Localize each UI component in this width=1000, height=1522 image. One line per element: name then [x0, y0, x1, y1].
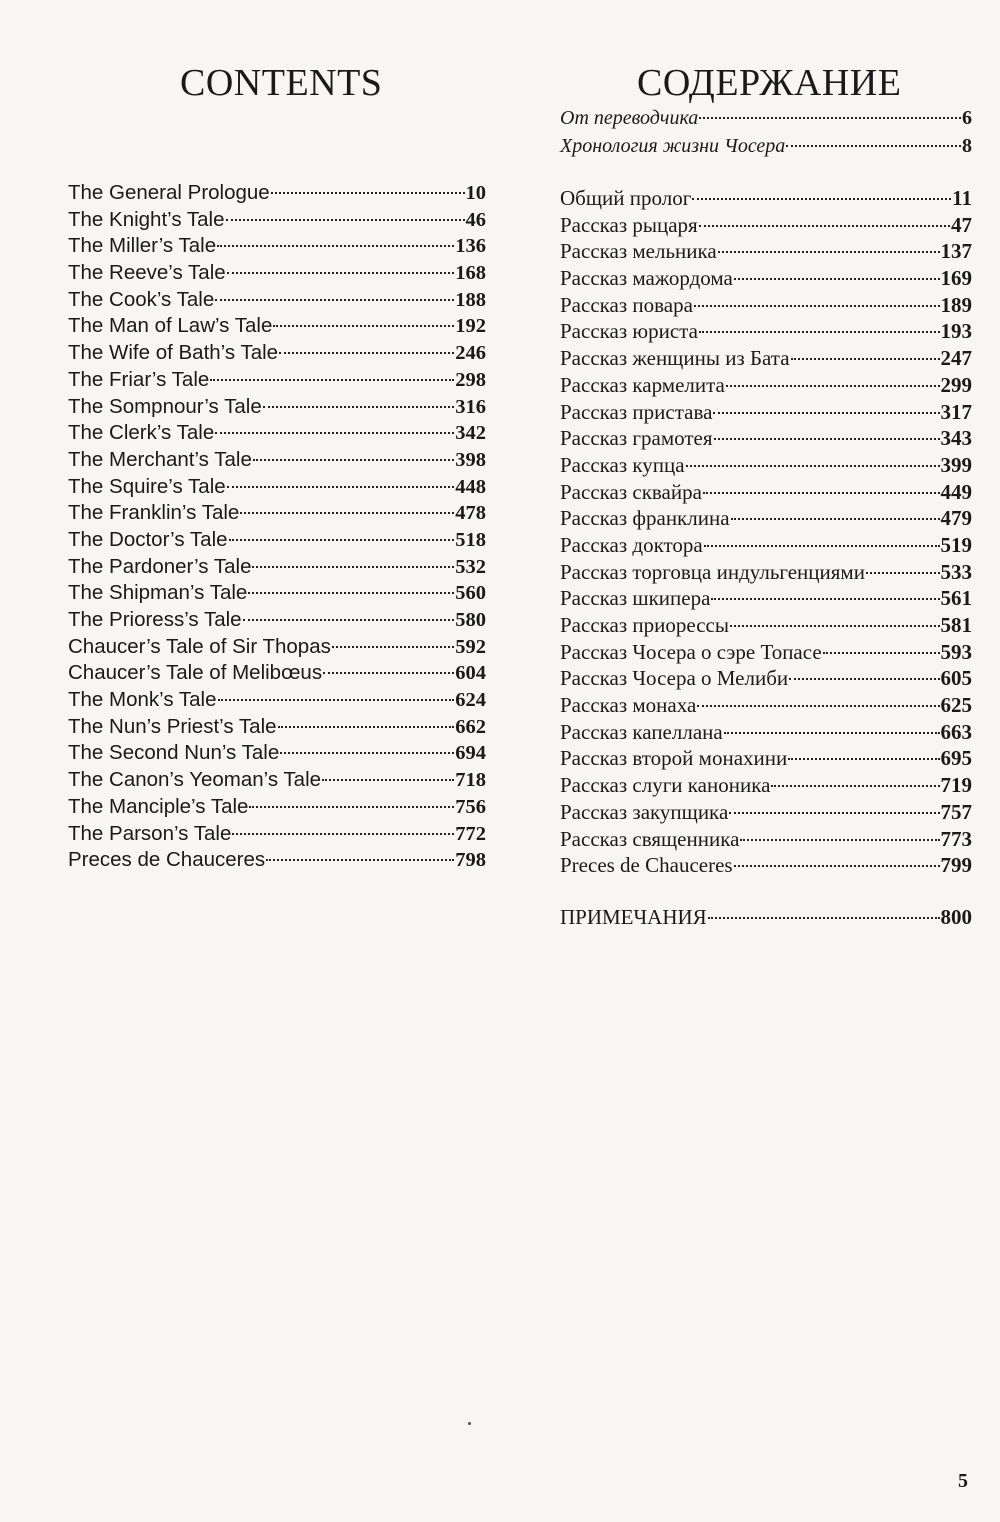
toc-entry-title: Рассказ второй монахини — [560, 746, 788, 771]
english-toc-list — [68, 180, 486, 874]
toc-entry-title: The Second Nun’s Tale — [68, 741, 280, 765]
toc-entry-page: 772 — [455, 822, 486, 845]
dot-leader — [740, 839, 939, 841]
toc-entry-page: 193 — [940, 319, 972, 344]
toc-entry[interactable] — [560, 318, 972, 345]
toc-entry-title: Рассказ доктора — [560, 532, 703, 557]
toc-entry-title: Рассказ Чосера о Мелиби — [560, 666, 789, 691]
toc-entry[interactable] — [560, 772, 972, 799]
toc-entry[interactable] — [560, 612, 972, 639]
dot-leader — [218, 699, 455, 701]
toc-entry-page: 317 — [940, 399, 972, 424]
toc-entry[interactable] — [560, 292, 972, 319]
toc-entry[interactable] — [68, 367, 486, 394]
dot-leader — [279, 352, 454, 354]
toc-entry[interactable] — [68, 767, 486, 794]
toc-entry[interactable] — [68, 447, 486, 474]
dot-leader — [730, 625, 940, 627]
dot-leader — [697, 705, 939, 707]
toc-entry-page: 246 — [455, 342, 486, 365]
toc-entry[interactable] — [68, 420, 486, 447]
toc-entry-title: The Prioress’s Tale — [68, 608, 242, 631]
toc-entry-title: The Monk’s Tale — [68, 688, 217, 712]
dot-leader — [226, 219, 465, 221]
dot-leader — [789, 678, 939, 680]
toc-entry[interactable] — [68, 500, 486, 527]
toc-entry-title: The Cook’s Tale — [68, 287, 215, 311]
dot-leader — [734, 865, 940, 867]
toc-entry-title: От переводчика — [560, 107, 699, 129]
toc-entry-title: The Squire’s Tale — [68, 474, 226, 498]
toc-entry-title: Рассказ повара — [560, 292, 693, 317]
toc-entry-title: The Manciple’s Tale — [68, 794, 249, 818]
toc-entry[interactable] — [560, 585, 972, 612]
toc-entry-page: 298 — [455, 368, 486, 391]
toc-entry-page: 605 — [940, 666, 972, 691]
toc-entry-title: The Nun’s Priest’s Tale — [68, 714, 277, 738]
toc-entry-title: Хронология жизни Чосера — [560, 135, 786, 157]
toc-entry-title: Рассказ приорессы — [560, 613, 729, 637]
dot-leader — [708, 917, 940, 919]
russian-notes-entry — [560, 904, 972, 931]
toc-entry-page: 316 — [455, 395, 486, 418]
toc-entry-page: 8 — [962, 135, 972, 157]
toc-entry[interactable] — [560, 132, 972, 160]
toc-entry-page: 189 — [940, 292, 972, 317]
dot-leader — [332, 646, 454, 648]
russian-front-matter-list — [560, 104, 972, 160]
toc-entry-page: 399 — [940, 452, 972, 477]
toc-entry-title: Рассказ закупщика — [560, 799, 729, 824]
toc-entry-title: The Knight’s Tale — [68, 207, 225, 231]
dot-leader — [227, 486, 455, 488]
toc-entry-page: 581 — [940, 613, 972, 637]
dot-leader — [322, 779, 454, 781]
toc-entry-title: Рассказ священника — [560, 826, 740, 851]
toc-entry-title: The Merchant’s Tale — [68, 447, 252, 471]
toc-entry[interactable] — [560, 559, 972, 586]
toc-entry-title: The Parson’s Tale — [68, 821, 232, 845]
dot-leader — [729, 812, 939, 814]
toc-entry-title: The Canon’s Yeoman’s Tale — [68, 768, 322, 792]
dot-leader — [278, 726, 455, 728]
dot-leader — [215, 432, 454, 434]
toc-entry[interactable] — [68, 607, 486, 634]
toc-entry[interactable] — [560, 904, 972, 931]
contents-heading-russian: СОДЕРЖАНИЕ — [637, 62, 902, 105]
toc-entry-page: 11 — [952, 186, 972, 210]
toc-entry[interactable] — [68, 207, 486, 234]
dot-leader — [253, 459, 454, 461]
toc-entry-page: 625 — [940, 693, 972, 718]
dot-leader — [263, 406, 455, 408]
toc-entry-title: Preces de Chauceres — [68, 848, 266, 872]
toc-entry-page: 188 — [455, 288, 486, 311]
dot-leader — [791, 358, 940, 360]
toc-entry-title: Рассказ слуги каноника — [560, 773, 771, 798]
toc-entry-title: Рассказ торговца индульгенциями — [560, 559, 865, 584]
toc-entry-page: 757 — [940, 799, 972, 824]
toc-entry-page: 47 — [951, 212, 972, 237]
toc-entry[interactable] — [68, 847, 486, 874]
dot-leader — [788, 758, 939, 760]
dot-leader — [726, 385, 940, 387]
toc-entry[interactable] — [68, 580, 486, 607]
toc-entry-page: 398 — [455, 448, 486, 471]
toc-entry-title: Preces de Chauceres — [560, 853, 733, 878]
toc-entry-title: Рассказ капеллана — [560, 719, 723, 744]
toc-entry-title: The Sompnour’s Tale — [68, 394, 262, 418]
toc-entry[interactable] — [68, 474, 486, 501]
toc-entry[interactable] — [560, 665, 972, 692]
toc-entry-page: 169 — [940, 266, 972, 291]
toc-entry[interactable] — [560, 692, 972, 719]
dot-leader — [215, 299, 454, 301]
toc-entry-page: 561 — [940, 586, 972, 611]
toc-entry-title: The Clerk’s Tale — [68, 421, 215, 445]
toc-entry-page: 137 — [940, 239, 972, 264]
dot-leader — [699, 225, 950, 227]
dot-leader — [734, 278, 940, 280]
toc-entry-title: Рассказ юриста — [560, 319, 698, 344]
toc-entry-page: 592 — [455, 635, 486, 658]
toc-entry-page: 593 — [940, 639, 972, 664]
toc-entry-title: Рассказ кармелита — [560, 372, 725, 397]
toc-entry[interactable] — [560, 238, 972, 265]
toc-entry[interactable] — [560, 799, 972, 826]
toc-entry-title: The General Prologue — [68, 181, 270, 204]
toc-entry[interactable] — [560, 399, 972, 426]
toc-entry-page: 718 — [455, 769, 486, 792]
toc-entry-page: 580 — [455, 609, 486, 631]
dot-leader — [240, 512, 454, 514]
toc-entry-page: 694 — [455, 742, 486, 765]
toc-entry-title: Рассказ мельника — [560, 239, 717, 264]
toc-entry[interactable] — [68, 794, 486, 821]
contents-heading: CONTENTS — [180, 62, 383, 105]
toc-entry[interactable] — [560, 372, 972, 399]
dot-leader — [280, 752, 454, 754]
toc-entry-page: 6 — [962, 107, 972, 129]
toc-entry[interactable] — [560, 639, 972, 666]
dot-leader — [243, 619, 455, 621]
dot-leader — [271, 192, 465, 194]
toc-entry[interactable] — [68, 260, 486, 287]
toc-entry[interactable] — [68, 287, 486, 314]
toc-entry[interactable] — [68, 714, 486, 741]
toc-entry[interactable] — [68, 527, 486, 554]
toc-entry-title: Рассказ женщины из Бата — [560, 346, 790, 371]
toc-entry[interactable] — [560, 479, 972, 506]
dot-leader — [686, 465, 940, 467]
toc-entry-title: Рассказ пристава — [560, 399, 713, 424]
dot-leader — [694, 305, 940, 307]
toc-entry-page: 533 — [940, 559, 972, 584]
toc-entry-page: 518 — [455, 528, 486, 551]
toc-entry-page: 532 — [455, 555, 486, 578]
dot-leader — [248, 592, 454, 594]
toc-entry-title: The Reeve’s Tale — [68, 261, 226, 285]
dot-leader — [210, 379, 454, 381]
toc-entry-page: 800 — [940, 905, 972, 929]
toc-entry[interactable] — [560, 826, 972, 853]
toc-entry-title: Рассказ сквайра — [560, 479, 702, 504]
toc-entry[interactable] — [560, 265, 972, 292]
dot-leader — [713, 412, 939, 414]
dot-leader — [699, 331, 940, 333]
toc-entry[interactable] — [560, 532, 972, 559]
toc-entry-page: 479 — [940, 506, 972, 531]
toc-entry-page: 449 — [940, 479, 972, 504]
toc-entry-page: 695 — [940, 746, 972, 771]
toc-entry-title: The Pardoner’s Tale — [68, 554, 252, 578]
toc-entry-title: The Wife of Bath’s Tale — [68, 341, 279, 365]
dot-leader — [266, 859, 454, 861]
toc-entry-page: 168 — [455, 262, 486, 285]
toc-entry[interactable] — [68, 634, 486, 661]
dot-leader — [273, 325, 454, 327]
dot-leader — [823, 652, 940, 654]
toc-entry-title: The Doctor’s Tale — [68, 527, 228, 551]
toc-entry[interactable] — [68, 233, 486, 260]
dot-leader — [323, 672, 454, 674]
russian-toc-list — [560, 185, 972, 879]
toc-entry-title: The Shipman’s Tale — [68, 581, 248, 605]
toc-entry-title: The Miller’s Tale — [68, 234, 217, 258]
toc-entry-page: 756 — [455, 795, 486, 818]
toc-entry-title: ПРИМЕЧАНИЯ — [560, 905, 707, 929]
toc-entry-page: 663 — [940, 719, 972, 744]
toc-entry-page: 247 — [940, 346, 972, 371]
toc-entry[interactable] — [68, 660, 486, 687]
toc-entry-title: Рассказ грамотея — [560, 426, 713, 451]
dot-leader — [703, 492, 940, 494]
dot-leader — [229, 539, 455, 541]
toc-entry-title: The Friar’s Tale — [68, 367, 210, 391]
page-number: 5 — [958, 1470, 968, 1492]
toc-entry-title: Рассказ рыцаря — [560, 212, 698, 237]
toc-entry[interactable] — [68, 740, 486, 767]
dot-leader — [249, 806, 454, 808]
toc-entry-title: Общий пролог — [560, 186, 692, 210]
dot-leader — [704, 545, 940, 547]
toc-entry-page: 719 — [940, 773, 972, 798]
dot-leader — [714, 438, 940, 440]
dot-leader — [227, 272, 455, 274]
dot-leader — [217, 245, 454, 247]
dot-leader — [786, 145, 961, 147]
toc-entry[interactable] — [560, 185, 972, 212]
toc-entry[interactable] — [68, 554, 486, 581]
toc-entry-page: 136 — [455, 235, 486, 258]
toc-entry[interactable] — [560, 104, 972, 132]
toc-entry[interactable] — [560, 425, 972, 452]
dot-leader — [699, 117, 961, 119]
dot-leader — [731, 518, 940, 520]
toc-entry[interactable] — [560, 505, 972, 532]
toc-entry-title: Рассказ мажордома — [560, 266, 733, 291]
toc-entry[interactable] — [68, 180, 486, 207]
toc-entry-title: Рассказ купца — [560, 452, 685, 477]
toc-entry[interactable] — [560, 452, 972, 479]
dot-leader — [771, 785, 939, 787]
toc-entry-title: Рассказ шкипера — [560, 586, 711, 611]
toc-entry-page: 448 — [455, 475, 486, 498]
dot-leader — [692, 198, 951, 200]
toc-entry-title: Chaucer’s Tale of Sir Thopas — [68, 634, 331, 658]
dot-leader — [866, 572, 940, 574]
toc-entry-title: The Franklin’s Tale — [68, 501, 240, 525]
toc-entry[interactable] — [68, 687, 486, 714]
toc-entry-page: 343 — [940, 426, 972, 451]
toc-entry[interactable] — [68, 394, 486, 421]
toc-entry-page: 10 — [465, 182, 486, 204]
toc-entry[interactable] — [560, 852, 972, 879]
toc-entry-title: Рассказ франклина — [560, 506, 730, 531]
print-speck — [468, 1422, 471, 1425]
toc-entry-page: 560 — [455, 582, 486, 605]
toc-entry-page: 662 — [455, 715, 486, 738]
toc-entry-page: 342 — [455, 422, 486, 445]
toc-entry[interactable] — [560, 212, 972, 239]
toc-entry-page: 478 — [455, 502, 486, 525]
toc-entry-title: The Man of Law’s Tale — [68, 314, 273, 338]
dot-leader — [724, 732, 940, 734]
toc-entry-page: 192 — [455, 315, 486, 338]
toc-entry-page: 773 — [940, 826, 972, 851]
toc-entry-page: 46 — [465, 208, 486, 231]
toc-entry[interactable] — [560, 345, 972, 372]
toc-entry-page: 299 — [940, 372, 972, 397]
toc-entry[interactable] — [68, 821, 486, 848]
toc-entry-title: Рассказ Чосера о сэре Топасе — [560, 639, 822, 664]
toc-entry[interactable] — [560, 745, 972, 772]
toc-entry[interactable] — [560, 719, 972, 746]
toc-entry-page: 799 — [940, 853, 972, 878]
dot-leader — [232, 833, 454, 835]
toc-entry-page: 604 — [455, 662, 486, 685]
toc-entry-page: 519 — [940, 532, 972, 557]
dot-leader — [252, 566, 454, 568]
toc-entry-title: Рассказ монаха — [560, 693, 697, 718]
toc-entry[interactable] — [68, 313, 486, 340]
toc-entry-page: 798 — [455, 849, 486, 872]
toc-entry-page: 624 — [455, 689, 486, 712]
toc-entry-title: Chaucer’s Tale of Melibœus — [68, 661, 323, 685]
dot-leader — [718, 251, 940, 253]
toc-entry[interactable] — [68, 340, 486, 367]
dot-leader — [711, 598, 939, 600]
